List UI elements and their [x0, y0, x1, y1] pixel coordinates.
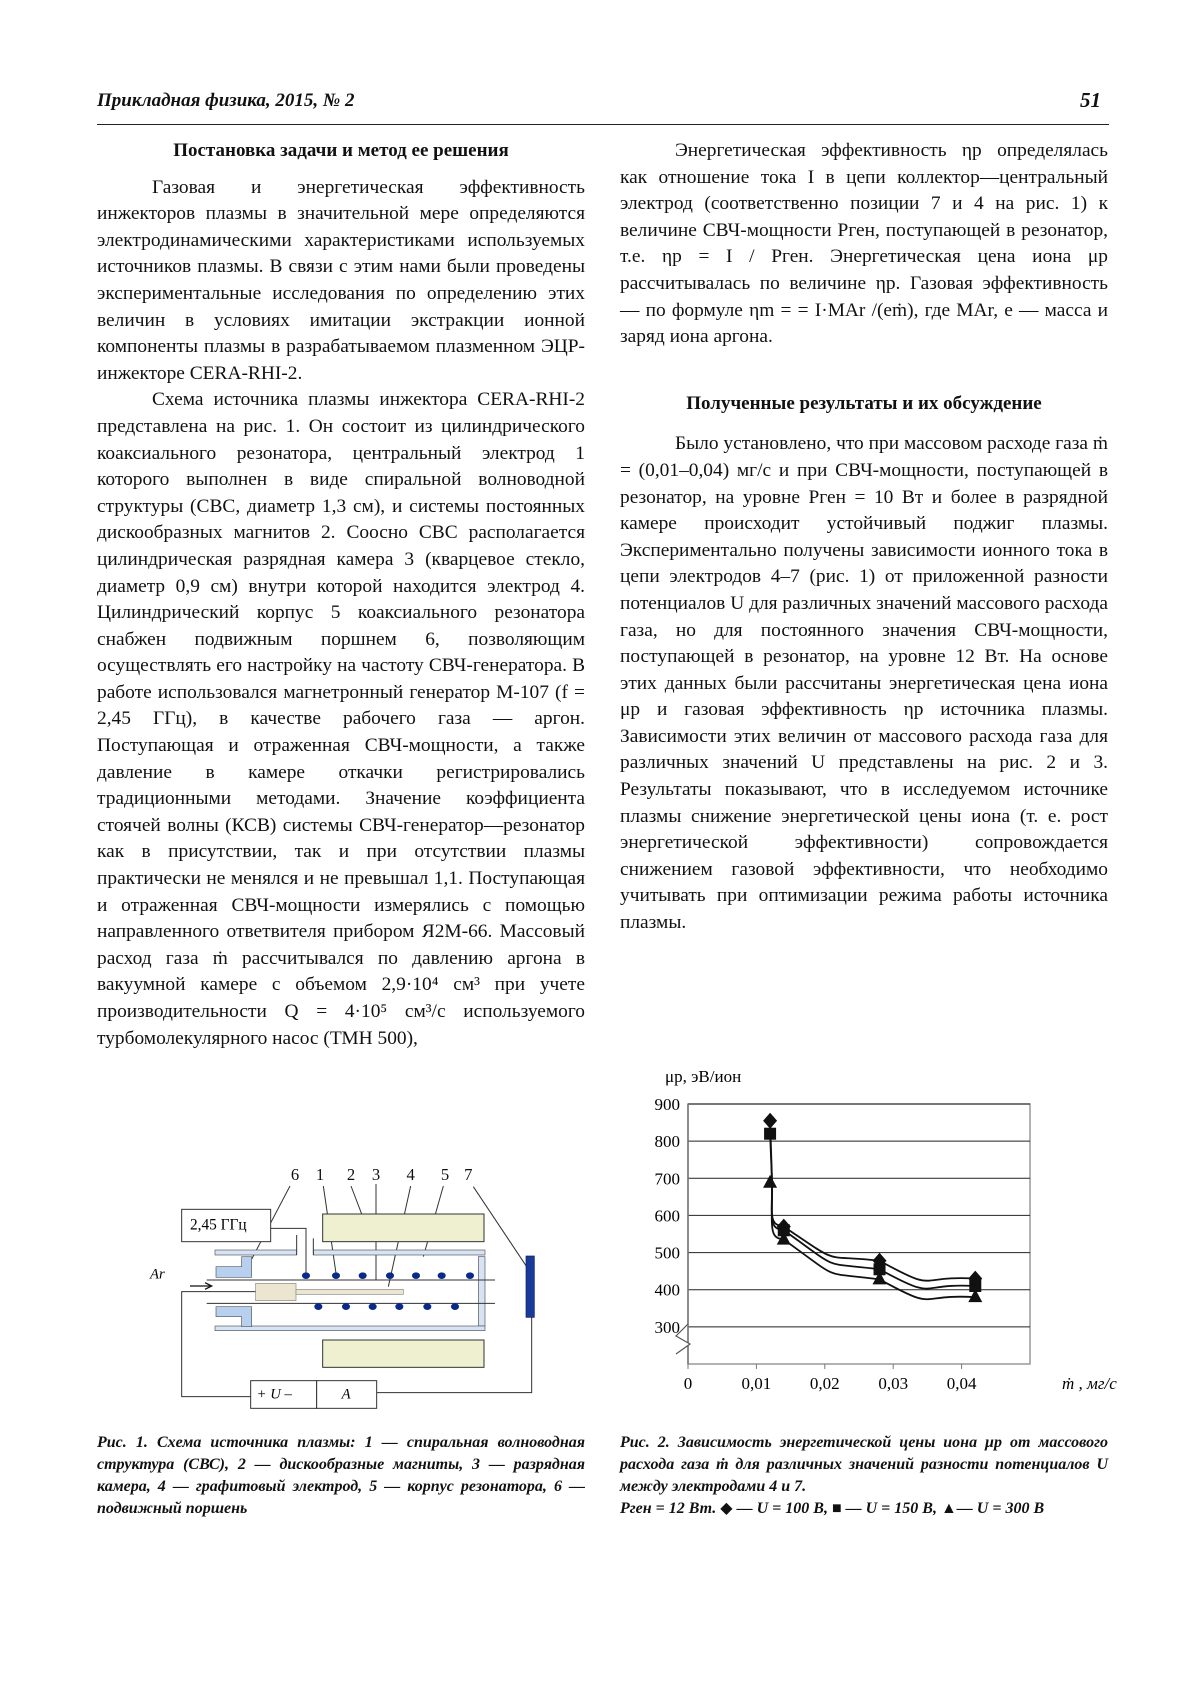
y-tick-label: 300 — [654, 1317, 680, 1337]
x-tick-label: 0,03 — [878, 1374, 909, 1393]
section-heading: Полученные результаты и их обсуждение — [686, 392, 1042, 414]
label-2: 2 — [346, 1165, 356, 1184]
plot-area — [688, 1104, 1030, 1364]
gas-label: Ar — [150, 1266, 165, 1283]
figure-2-caption-line2: Pген = 12 Вт. ◆ — U = 100 В, ■ — U = 150 В, ▲— U = 300 В — [620, 1500, 1045, 1517]
figure-1-caption: Рис. 1. Схема источника плазмы: 1 — спиральная волноводная структура (СВС), 2 — дискообразные магниты, 3 — разрядная камера, 4 — графитовый электрод, 5 — корпус резонатора, 6 — подвижный поршень — [97, 1434, 585, 1517]
paragraph: Газовая и энергетическая эффективность инжекторов плазмы в значительной мере определяются электродинамическими характеристиками используемых источников плазмы. В связи с этим нами были проведены экспериментальные исследования по определению этих величин в условиях имитации экстракции ионной компоненты плазмы в разрабатываемом плазменном ЭЦР-инжекторе CERA-RHI-2. — [97, 176, 585, 384]
y-tick-label: 800 — [654, 1132, 680, 1152]
paragraph: Было установлено, что при массовом расходе газа ṁ = (0,01–0,04) мг/с и при СВЧ-мощности, поступающей в резонатор, на уровне Pген = 10 Вт и более в разрядной камере происходит устойчивый поджиг плазмы. Экспериментально получены зависимости ионного тока в цепи электродов 4–7 (рис. 1) от приложенной разности потенциалов U для различных значений массового расхода газа, но для постоянного значения СВЧ-мощности, поступающей в резонатор, на уровне 12 Вт. На основе этих данных были рассчитаны энергетическая цена иона μр и газовая эффективность ηр источника плазмы. Зависимости этих величин от массового расхода газа для различных значений U представлены на рис. 2 и 3. Результаты показывают, что в исследуемом источнике плазмы снижение энергетической цены иона (т. е. рост энергетической эффективности) сопровождается снижением газовой эффективности, что необходимо учитывать при оптимизации режима работы источника плазмы. — [620, 433, 1108, 934]
label-7: 7 — [464, 1165, 473, 1184]
label-3: 3 — [371, 1165, 381, 1184]
data-point-square — [764, 1128, 776, 1140]
x-tick-label: 0 — [683, 1374, 693, 1393]
y-tick-label: 400 — [654, 1280, 680, 1300]
y-tick-label: 900 — [654, 1095, 680, 1114]
x-tick-label: 0,04 — [946, 1374, 977, 1393]
data-point-diamond — [763, 1113, 777, 1129]
page-number: 51 — [1080, 88, 1101, 112]
section-heading: Постановка задачи и метод ее решения — [173, 140, 509, 161]
figure-2-caption — [620, 1432, 1108, 1520]
journal-header: Прикладная физика, 2015, № 2 — [97, 90, 355, 111]
x-tick-label: 0,02 — [809, 1374, 840, 1393]
label-5: 5 — [440, 1165, 450, 1184]
generator-label: 2,45 ГГц — [190, 1216, 247, 1234]
series-line-triangle — [770, 1183, 975, 1300]
y-tick-label: 500 — [654, 1243, 680, 1263]
x-axis-label: ṁ , мг/с — [1062, 1374, 1117, 1393]
paragraph: Схема источника плазмы инжектора CERA-RHI-2 представлена на рис. 1. Он состоит из цилиндрического коаксиального резонатора, центральный электрод 1 которого выполнен в виде спиральной волноводной структуры (СВС, диаметр 1,3 см), и системы постоянных дискообразных магнитов 2. Соосно СВС располагается цилиндрическая разрядная камера 3 (кварцевое стекло, диаметр 0,9 см) внутри которой находится электрод 4. Цилиндрический корпус 5 коаксиального резонатора снабжен подвижным поршнем 6, позволяющим осуществлять его настройку на частоту СВЧ-генератора. В работе использовался магнетронный генератор М-107 (f = 2,45 ГГц), в качестве рабочего газа — аргон. Поступающая и отраженная СВЧ-мощности, а также давление в камере откачки регистрировались традиционными методами. Значение коэффициента стоячей волны (КСВ) системы СВЧ-генератор—резонатор как в присутствии, так и при отсутствии плазмы практически не менялся и не превышал 1,1. Поступающая и отраженная СВЧ-мощности измерялись с помощью направленного ответвителя прибором Я2М-66. Массовый расход газа ṁ рассчитывался по давлению аргона в вакуумной камере с объемом 2,9·10⁴ см³ при учете производительности Q = 4·10⁵ см³/с используемого турбомолекулярного насос (ТМН 500), — [97, 389, 585, 1049]
label-6: 6 — [290, 1165, 300, 1184]
ammeter-label: A — [341, 1386, 351, 1403]
series-line-square — [770, 1134, 975, 1289]
label-4: 4 — [406, 1165, 415, 1184]
data-point-triangle — [763, 1175, 777, 1188]
y-tick-label: 600 — [654, 1206, 680, 1226]
series-line-diamond — [770, 1121, 975, 1281]
paragraph: Энергетическая эффективность ηр определялась как отношение тока I в цепи коллектор—центральный электрод (соответственно позиции 7 и 4 на рис. 1) к величине СВЧ-мощности Pген, поступающей в резонатор, т.е. ηр = I / Pген. Энергетическая цена иона μр рассчитывалась по величине ηр. Газовая эффективность — по формуле ηm = = I·MAr /(eṁ), где MAr, e — масса и заряд иона аргона. — [620, 140, 1108, 348]
figure-2-caption-line1: Рис. 2. Зависимость энергетической цены иона μр от массового расхода газа ṁ для различных значений разности потенциалов U между электродами 4 и 7. — [620, 1434, 1108, 1495]
y-axis-label: μр, эВ/ион — [665, 1067, 742, 1086]
y-tick-label: 700 — [654, 1169, 680, 1189]
x-tick-label: 0,01 — [741, 1374, 772, 1393]
label-1: 1 — [315, 1165, 325, 1184]
voltage-source-label: + U – — [256, 1386, 292, 1403]
